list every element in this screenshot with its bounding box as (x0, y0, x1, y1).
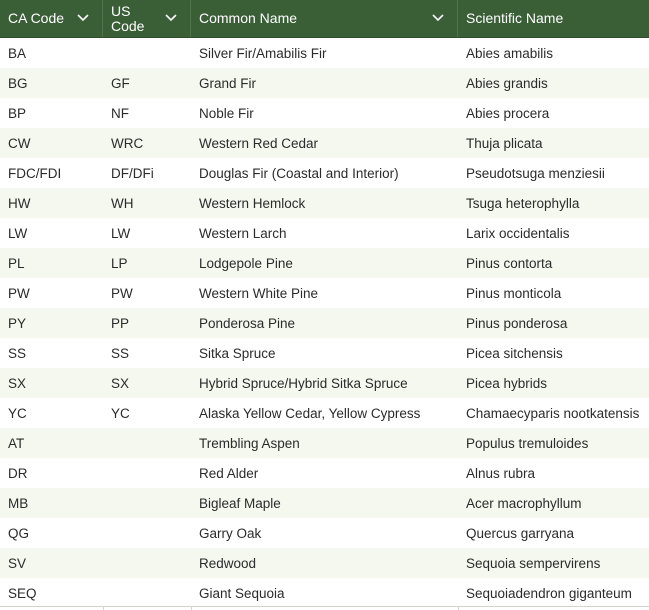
ca-code-cell: QG (8, 525, 30, 541)
us-code-cell (103, 488, 191, 518)
table-row[interactable] (0, 488, 649, 518)
table-row[interactable] (0, 218, 649, 248)
table-header (0, 0, 649, 38)
scientific-name-cell: Abies procera (466, 105, 550, 121)
us-code-cell (103, 578, 191, 608)
table-row[interactable] (0, 38, 649, 68)
table-row[interactable] (0, 398, 649, 428)
common-name-cell: Trembling Aspen (199, 435, 300, 451)
scientific-name-cell: Larix occidentalis (466, 225, 570, 241)
common-name-cell: Western Larch (199, 225, 287, 241)
ca-code-cell: LW (8, 225, 28, 241)
scientific-name-cell: Abies grandis (466, 75, 548, 91)
scientific-name-cell: Pseudotsuga menziesii (466, 165, 605, 181)
ca-code-cell: SX (8, 375, 27, 391)
table-row[interactable] (0, 458, 649, 488)
column-header-label: Scientific Name (466, 10, 564, 26)
table-row[interactable] (0, 158, 649, 188)
ca-code-cell: SS (8, 345, 27, 361)
us-code-cell (103, 38, 191, 68)
scientific-name-cell: Picea hybrids (466, 375, 548, 391)
column-header-label-line2: Code (111, 17, 145, 34)
column-header-label-line1: US (111, 2, 131, 19)
us-code-cell (103, 428, 191, 458)
scientific-name-cell: Sequoiadendron giganteum (466, 585, 632, 601)
column-header-label: CA Code (8, 10, 65, 26)
common-name-cell: Ponderosa Pine (199, 315, 296, 331)
us-code-cell: YC (111, 405, 130, 421)
common-name-cell: Grand Fir (199, 75, 257, 91)
scientific-name-cell: Acer macrophyllum (466, 495, 582, 511)
common-name-cell: Noble Fir (199, 105, 254, 121)
table-row[interactable] (0, 98, 649, 128)
common-name-cell: Douglas Fir (Coastal and Interior) (199, 165, 399, 181)
column-header-scientific-name[interactable] (458, 0, 649, 37)
us-code-cell: LP (111, 255, 128, 271)
scientific-name-cell: Quercus garryana (466, 525, 575, 541)
common-name-cell: Western Hemlock (199, 195, 306, 211)
ca-code-cell: SV (8, 555, 27, 571)
common-name-cell: Silver Fir/Amabilis Fir (199, 45, 327, 61)
table-row[interactable] (0, 68, 649, 98)
table-bottom-border (0, 606, 649, 607)
us-code-cell: WRC (111, 135, 144, 151)
us-code-cell: NF (111, 105, 129, 121)
table-row[interactable] (0, 548, 649, 578)
us-code-cell: PW (111, 285, 133, 301)
column-header-label: Common Name (199, 10, 298, 26)
us-code-cell: LW (111, 225, 131, 241)
column-header-label (111, 4, 144, 34)
ca-code-cell: CW (8, 135, 31, 151)
table-row[interactable] (0, 368, 649, 398)
table-row[interactable] (0, 278, 649, 308)
common-name-cell: Redwood (199, 555, 257, 571)
ca-code-cell: FDC/FDI (8, 165, 62, 181)
ca-code-cell: HW (8, 195, 31, 211)
table-row[interactable] (0, 578, 649, 608)
scientific-name-cell: Abies amabilis (466, 45, 554, 61)
ca-code-cell: AT (8, 435, 25, 451)
table-row[interactable] (0, 128, 649, 158)
table-row[interactable] (0, 428, 649, 458)
table-row[interactable] (0, 518, 649, 548)
scientific-name-cell: Thuja plicata (466, 135, 543, 151)
scientific-name-cell: Sequoia sempervirens (466, 555, 601, 571)
ca-code-cell: PL (8, 255, 25, 271)
ca-code-cell: BG (8, 75, 28, 91)
common-name-cell: Giant Sequoia (199, 585, 285, 601)
us-code-cell: WH (111, 195, 134, 211)
chevron-down-icon[interactable] (431, 12, 445, 24)
us-code-cell: GF (111, 75, 130, 91)
common-name-cell: Lodgepole Pine (199, 255, 293, 271)
us-code-cell: DF/DFi (111, 165, 154, 181)
ca-code-cell: BA (8, 45, 27, 61)
common-name-cell: Western Red Cedar (199, 135, 319, 151)
common-name-cell: Red Alder (199, 465, 259, 481)
chevron-down-icon[interactable] (164, 12, 178, 24)
table-row[interactable] (0, 308, 649, 338)
table-row[interactable] (0, 248, 649, 278)
scientific-name-cell: Pinus monticola (466, 285, 562, 301)
table-row[interactable] (0, 338, 649, 368)
column-header-us-code[interactable] (103, 0, 191, 37)
us-code-cell: SX (111, 375, 130, 391)
chevron-down-icon[interactable] (76, 12, 90, 24)
scientific-name-cell: Chamaecyparis nootkatensis (466, 405, 640, 421)
common-name-cell: Bigleaf Maple (199, 495, 281, 511)
scientific-name-cell: Tsuga heterophylla (466, 195, 580, 211)
ca-code-cell: BP (8, 105, 27, 121)
common-name-cell: Alaska Yellow Cedar, Yellow Cypress (199, 405, 421, 421)
scientific-name-cell: Pinus ponderosa (466, 315, 568, 331)
us-code-cell: PP (111, 315, 130, 331)
common-name-cell: Western White Pine (199, 285, 319, 301)
common-name-cell: Garry Oak (199, 525, 262, 541)
column-divider (458, 606, 459, 610)
ca-code-cell: PY (8, 315, 27, 331)
column-divider (191, 606, 192, 610)
common-name-cell: Sitka Spruce (199, 345, 276, 361)
ca-code-cell: PW (8, 285, 30, 301)
column-divider (103, 606, 104, 610)
scientific-name-cell: Picea sitchensis (466, 345, 563, 361)
column-header-common-name[interactable] (191, 0, 458, 37)
ca-code-cell: SEQ (8, 585, 37, 601)
us-code-cell (103, 458, 191, 488)
us-code-cell (103, 518, 191, 548)
ca-code-cell: YC (8, 405, 27, 421)
scientific-name-cell: Populus tremuloides (466, 435, 589, 451)
column-header-ca-code[interactable] (0, 0, 103, 37)
table-row[interactable] (0, 188, 649, 218)
us-code-cell: SS (111, 345, 130, 361)
scientific-name-cell: Alnus rubra (466, 465, 536, 481)
table-body (0, 38, 649, 608)
common-name-cell: Hybrid Spruce/Hybrid Sitka Spruce (199, 375, 408, 391)
us-code-cell (103, 548, 191, 578)
ca-code-cell: DR (8, 465, 28, 481)
scientific-name-cell: Pinus contorta (466, 255, 553, 271)
ca-code-cell: MB (8, 495, 29, 511)
